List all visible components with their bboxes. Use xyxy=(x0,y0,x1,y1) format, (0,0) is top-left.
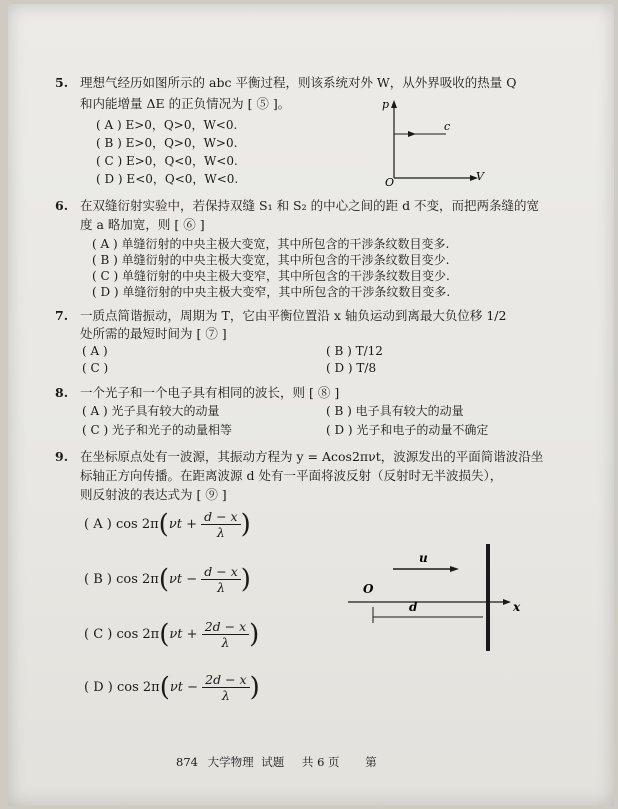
q9-option-d-denominator: λ xyxy=(221,688,230,703)
exam-page xyxy=(8,4,614,806)
c-label: c xyxy=(444,120,451,133)
q6-option-b: ( B ) 单缝衍射的中央主极大变宽，其中所包含的干涉条纹数目变少. xyxy=(92,253,450,267)
q9-option-a-fraction xyxy=(201,509,240,540)
u-label: u xyxy=(419,551,428,565)
q5-text-1: 理想气经历如图所示的 abc 平衡过程，则该系统对外 W，从外界吸收的热量 Q xyxy=(80,75,517,90)
v-label: V xyxy=(476,170,484,183)
q9-option-c-denominator: λ xyxy=(221,635,230,650)
origin-o-label: O xyxy=(363,582,374,596)
q5-option-b: ( B ) E>0，Q>0，W>0. xyxy=(96,136,238,150)
q8-line1 xyxy=(55,384,339,401)
q5-option-d: ( D ) E<0，Q<0，W<0. xyxy=(96,172,239,186)
p-axis-arrow xyxy=(391,100,397,108)
q7-text-2: 处所需的最短时间为 [ ⑦ ] xyxy=(80,326,227,341)
footer-subject: 大学物理 xyxy=(207,755,254,769)
q9-line1 xyxy=(55,448,543,465)
q5-option-a: ( A ) E>0，Q>0，W<0. xyxy=(96,118,238,132)
q9-option-a-inner: νt + xyxy=(168,517,202,532)
footer-total: 共 6 页 xyxy=(301,755,340,769)
q9-option-c-fraction xyxy=(202,619,249,650)
q7-option-d: ( D ) T/8 xyxy=(326,361,377,375)
q7-option-c: ( C ) xyxy=(82,361,109,375)
q5-option-c: ( C ) E>0，Q<0，W<0. xyxy=(96,154,238,168)
q9-option-a-numerator: d − x xyxy=(201,509,240,525)
page-footer xyxy=(176,754,377,770)
q9-option-c: ( C ) cos 2π(νt + $\frac{2d - x}{\lambda}$ ) xyxy=(84,619,260,650)
q8-option-b: ( B ) 电子具有较大的动量 xyxy=(326,404,464,418)
q6-text-2: 度 a 略加宽，则 [ ⑥ ] xyxy=(80,217,205,232)
q9-option-d: ( D ) cos 2π(νt − $\frac{2d - x}{\lambda}$ ) xyxy=(84,672,260,703)
q6-text-1: 在双缝衍射实验中，若保持双缝 S₁ 和 S₂ 的中心之间的距 d 不变，而把两条缝的宽 xyxy=(80,198,540,213)
q6-number: 6. xyxy=(55,198,69,213)
q9-option-b: ( B ) cos 2π(νt − $\frac{d - x}{\lambda}$ ) xyxy=(84,564,251,595)
origin-label: O xyxy=(385,176,395,188)
q9-option-d-inner: νt − xyxy=(169,680,203,695)
d-label: d xyxy=(409,600,418,614)
q7-number: 7. xyxy=(55,308,69,323)
footer-code: 874 xyxy=(176,755,198,769)
x-axis-arrow xyxy=(503,599,511,605)
q6-option-a: ( A ) 单缝衍射的中央主极大变宽，其中所包含的干涉条纹数目变多. xyxy=(92,237,450,251)
q9-option-c-numerator: 2d − x xyxy=(202,619,249,635)
process-arrow xyxy=(408,131,416,137)
q9-option-a-denominator: λ xyxy=(216,525,225,540)
q9-option-c-inner: νt + xyxy=(169,627,202,642)
q9-option-a-label: ( A ) xyxy=(84,517,112,532)
q9-text-1: 在坐标原点处有一波源，其振动方程为 y = Acos2πνt，波源发出的平面简谐波沿坐 xyxy=(80,449,544,464)
q9-option-b-numerator: d − x xyxy=(201,564,240,580)
q9-text-3: 则反射波的表达式为 [ ⑨ ] xyxy=(80,487,227,502)
q9-option-b-fraction xyxy=(201,564,240,595)
footer-page-label: 第 xyxy=(365,755,377,769)
q9-option-d-label: ( D ) xyxy=(84,680,113,695)
q8-option-c: ( C ) 光子和光子的动量相等 xyxy=(82,423,232,437)
q9-option-b-label: ( B ) xyxy=(84,572,112,587)
q9-option-d-fraction xyxy=(202,672,249,703)
q9-option-b-prefix: cos 2π xyxy=(116,572,159,587)
q6-line1 xyxy=(55,197,539,214)
q7-option-a: ( A ) xyxy=(82,344,108,358)
velocity-arrowhead xyxy=(450,566,459,572)
q5-line1 xyxy=(55,74,517,91)
wave-diagram xyxy=(343,539,533,659)
q9-option-b-denominator: λ xyxy=(217,580,225,595)
q9-option-d-numerator: 2d − x xyxy=(202,672,249,688)
q9-option-c-prefix: cos 2π xyxy=(116,627,160,642)
q8-number: 8. xyxy=(55,385,69,400)
footer-kind: 试题 xyxy=(261,755,285,769)
p-label: p xyxy=(382,98,390,111)
q8-option-d: ( D ) 光子和电子的动量不确定 xyxy=(326,423,489,437)
q5-number: 5. xyxy=(55,75,69,90)
q9-option-a: ( A ) cos 2π(νt + $\frac{d - x}{\lambda}$ ) xyxy=(84,509,251,540)
q5-text-2: 和内能增量 ΔE 的正负情况为 [ ⑤ ]。 xyxy=(80,96,291,111)
q7-line1 xyxy=(55,307,506,324)
q9-option-b-inner: νt − xyxy=(169,572,202,587)
q9-number: 9. xyxy=(55,449,69,464)
q9-option-a-prefix: cos 2π xyxy=(115,517,159,532)
q9-text-2: 标轴正方向传播。在距离波源 d 处有一平面将波反射（反射时无半波损失）， xyxy=(80,468,503,483)
x-label: x xyxy=(513,600,521,614)
q9-option-d-prefix: cos 2π xyxy=(116,680,160,695)
q8-option-a: ( A ) 光子具有较大的动量 xyxy=(82,404,220,418)
q9-option-c-label: ( C ) xyxy=(84,627,113,642)
pv-diagram xyxy=(376,96,486,188)
q8-text-1: 一个光子和一个电子具有相同的波长，则 [ ⑧ ] xyxy=(80,385,340,400)
q6-option-c: ( C ) 单缝衍射的中央主极大变窄，其中所包含的干涉条纹数目变少. xyxy=(92,269,450,283)
q7-option-b: ( B ) T/12 xyxy=(326,344,383,358)
q6-option-d: ( D ) 单缝衍射的中央主极大变窄，其中所包含的干涉条纹数目变多. xyxy=(92,285,451,299)
q7-text-1: 一质点简谐振动，周期为 T，它由平衡位置沿 x 轴负运动到离最大负位移 1/2 xyxy=(80,308,507,323)
